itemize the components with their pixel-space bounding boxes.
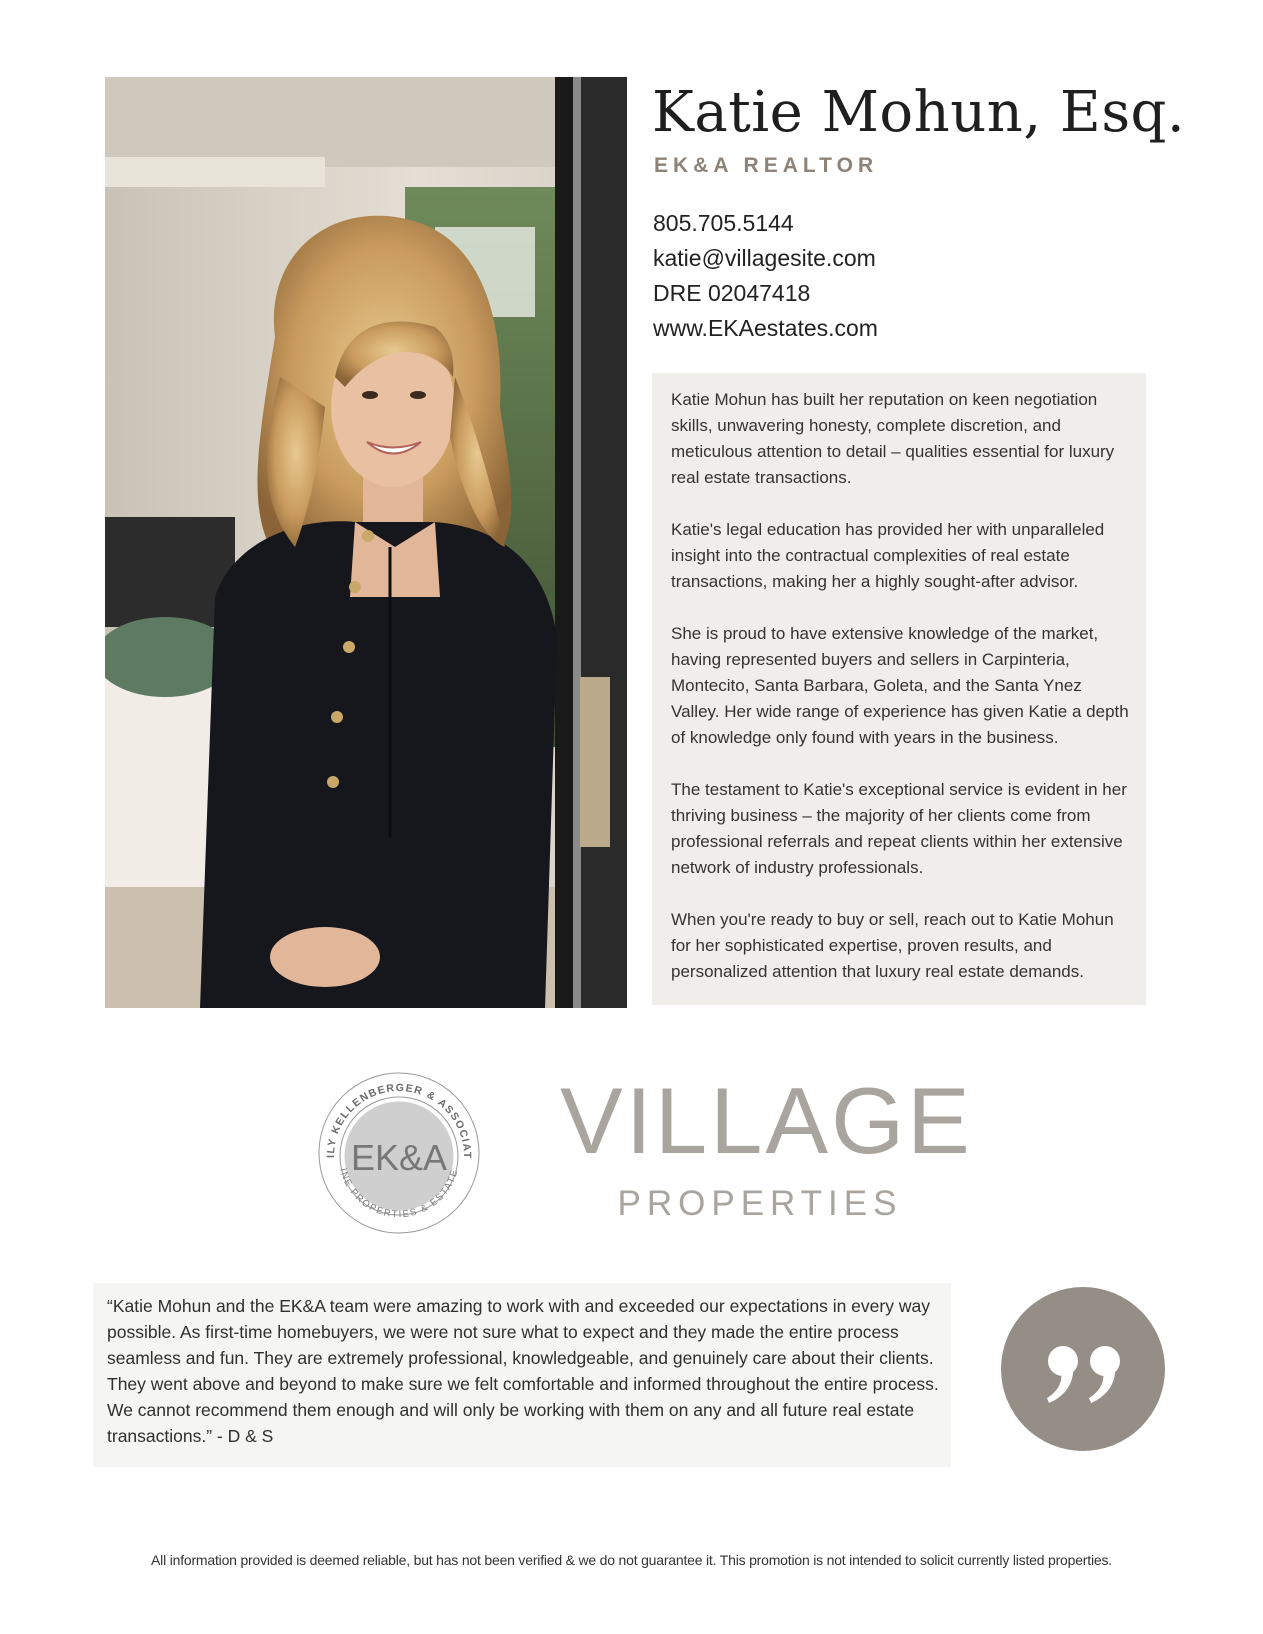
bio-paragraph: Katie Mohun has built her reputation on keen negotiation skills, unwavering honesty, complete discretion, and meticulous attention to detail – qualities essential for luxury real estate transactions. (671, 390, 1115, 487)
quote-mark-icon (1001, 1287, 1165, 1451)
badge-top-text: ILY KELLENBERGER & ASSOCIAT (324, 1081, 474, 1160)
testimonial-text: “Katie Mohun and the EK&A team were amazing to work with and exceeded our expectations in every way possible. As first-time homebuyers, we were not sure what to expect and they made the entire process seamless and fun. They are extremely professional, knowledgeable, and genuinely care about their clients. They went above and beyond to make sure we felt comfortable and informed throughout the entire process. We cannot recommend them enough and will only be working with them on any and all future real estate transactions.” - D & S (107, 1296, 939, 1446)
badge-bottom-text: INE PROPERTIES & ESTATE (337, 1167, 461, 1221)
disclaimer-text: All information provided is deemed reliable, but has not been verified & we do not guarantee it. This promotion is not intended to solicit currently listed properties. (151, 1552, 1112, 1568)
license-number: DRE 02047418 (653, 280, 811, 306)
agent-headshot (105, 77, 627, 1008)
email-address[interactable]: katie@villagesite.com (653, 245, 876, 271)
bio-panel (652, 373, 1146, 1005)
website-link[interactable]: www.EKAestates.com (653, 315, 878, 341)
agent-name: Katie Mohun, Esq. (652, 80, 1186, 145)
badge-monogram: EK&A (350, 1137, 448, 1178)
testimonial-box (93, 1283, 951, 1467)
village-logo-text: VILLAGE (560, 1068, 973, 1173)
eka-badge-logo (314, 1068, 484, 1238)
agent-title: EK&A REALTOR (654, 154, 879, 177)
village-logo-subtext: PROPERTIES (617, 1184, 903, 1223)
bio-paragraph: When you're ready to buy or sell, reach out to Katie Mohun for her sophisticated expertise, proven results, and personalized attention that luxury real estate demands. (671, 910, 1114, 981)
phone-number[interactable]: 805.705.5144 (653, 210, 794, 236)
bio-paragraph: The testament to Katie's exceptional service is evident in her thriving business – the majority of her clients come from professional referrals and repeat clients within her extensive network of industry professionals. (671, 780, 1127, 877)
bio-paragraph: Katie's legal education has provided her with unparalleled insight into the contractual complexities of real estate transactions, making her a highly sought-after advisor. (671, 520, 1105, 591)
contact-block (653, 206, 878, 346)
bio-paragraph: She is proud to have extensive knowledge of the market, having represented buyers and sellers in Carpinteria, Montecito, Santa Barbara, Goleta, and the Santa Ynez Valley. Her wide range of experience has given Katie a depth of knowledge only found with years in the business. (671, 624, 1129, 747)
